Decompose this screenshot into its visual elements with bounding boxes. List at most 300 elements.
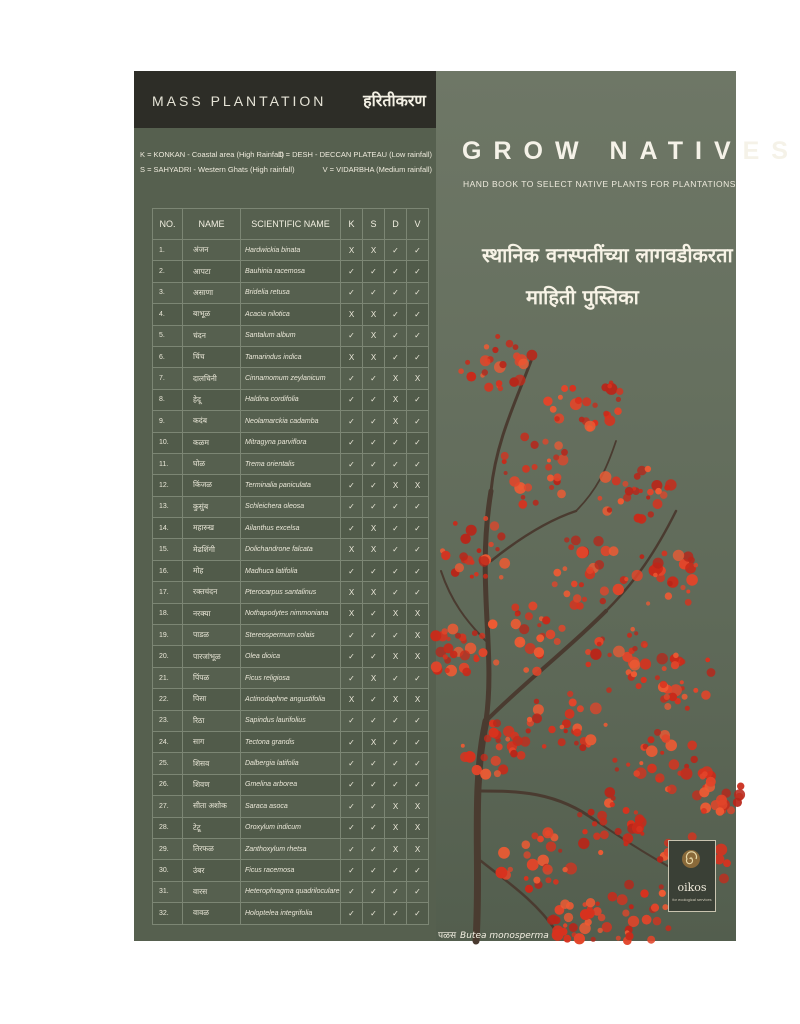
flower-blossom	[543, 397, 552, 406]
scientific-name: Acacia nilotica	[241, 304, 341, 325]
flower-blossom	[615, 828, 622, 835]
flower-blossom	[610, 802, 615, 807]
flower-blossom	[459, 552, 468, 561]
row-number: 4.	[153, 304, 183, 325]
scientific-name: Ailanthus excelsa	[241, 518, 341, 539]
flower-blossom	[499, 558, 510, 569]
flower-blossom	[683, 551, 693, 561]
flower-blossom	[488, 619, 498, 629]
flower-blossom	[701, 808, 707, 814]
region-v-mark: ✓	[407, 710, 429, 731]
flower-blossom	[659, 890, 666, 897]
region-d-mark: ✓	[385, 903, 407, 924]
scientific-name: Dalbergia latifolia	[241, 753, 341, 774]
flower-blossom	[665, 925, 671, 931]
flower-blossom	[592, 821, 597, 826]
flower-blossom	[573, 594, 581, 602]
table-row	[153, 282, 429, 303]
region-s-mark: ✓	[363, 368, 385, 389]
flower-blossom	[553, 454, 559, 460]
region-k-mark: X	[341, 539, 363, 560]
region-d-mark: ✓	[385, 774, 407, 795]
flower-blossom	[623, 807, 630, 814]
flower-blossom	[618, 498, 624, 504]
flower-blossom	[563, 923, 567, 927]
flower-blossom	[517, 751, 526, 760]
region-k-mark: ✓	[341, 518, 363, 539]
flower-blossom	[579, 417, 585, 423]
flower-blossom	[702, 771, 708, 777]
header-band	[134, 71, 436, 128]
scientific-name: Pterocarpus santalinus	[241, 582, 341, 603]
flower-blossom	[660, 751, 664, 755]
common-name: वारस	[183, 881, 241, 902]
scientific-name: Neolamarckia cadamba	[241, 411, 341, 432]
row-number: 26.	[153, 774, 183, 795]
common-name: पिंपळ	[183, 667, 241, 688]
flower-blossom	[664, 703, 671, 710]
flower-blossom	[474, 572, 479, 577]
region-k-mark: ✓	[341, 560, 363, 581]
table-row	[153, 582, 429, 603]
flower-blossom	[595, 902, 600, 907]
flower-blossom	[635, 814, 645, 824]
region-k-mark: ✓	[341, 646, 363, 667]
flower-blossom	[577, 705, 584, 712]
table-row	[153, 389, 429, 410]
table-body	[153, 240, 429, 925]
flower-blossom	[616, 936, 621, 941]
flower-blossom	[480, 769, 491, 780]
region-d-mark: X	[385, 646, 407, 667]
flower-blossom	[595, 560, 605, 570]
panel-title-marathi: हरितीकरण	[363, 91, 426, 110]
region-k-mark: ✓	[341, 453, 363, 474]
flower-blossom	[579, 582, 584, 587]
common-name: चंदन	[183, 325, 241, 346]
flower-blossom	[448, 624, 459, 635]
caption-marathi: पळस	[438, 931, 457, 941]
row-number: 8.	[153, 389, 183, 410]
row-number: 15.	[153, 539, 183, 560]
flower-blossom	[646, 495, 650, 499]
region-d-mark: ✓	[385, 625, 407, 646]
flower-blossom	[653, 573, 658, 578]
region-d-mark: ✓	[385, 240, 407, 261]
flower-blossom	[564, 537, 569, 542]
table-row	[153, 689, 429, 710]
flower-blossom	[549, 485, 554, 490]
flower-blossom	[466, 525, 477, 536]
region-v-mark: X	[407, 817, 429, 838]
flower-blossom	[430, 630, 441, 641]
region-s-mark: ✓	[363, 475, 385, 496]
flower-blossom	[585, 649, 591, 655]
flower-blossom	[640, 659, 651, 670]
flower-blossom	[483, 516, 488, 521]
region-k-mark: ✓	[341, 796, 363, 817]
flower-blossom	[624, 577, 628, 581]
flower-blossom	[552, 581, 558, 587]
flower-blossom	[509, 476, 520, 487]
region-d-mark: ✓	[385, 582, 407, 603]
table-row	[153, 325, 429, 346]
flower-blossom	[641, 677, 647, 683]
flower-blossom	[634, 810, 638, 814]
region-v-mark: X	[407, 838, 429, 859]
region-d-mark: ✓	[385, 753, 407, 774]
flower-blossom	[613, 584, 624, 595]
row-number: 1.	[153, 240, 183, 261]
flower-blossom	[636, 826, 642, 832]
flower-blossom	[528, 602, 537, 611]
plants-table	[152, 208, 429, 925]
flower-blossom	[576, 546, 588, 558]
scientific-name: Tamarindus indica	[241, 346, 341, 367]
region-s-mark: X	[363, 582, 385, 603]
flower-blossom	[524, 483, 532, 491]
flower-blossom	[590, 703, 602, 715]
region-d-mark: ✓	[385, 710, 407, 731]
flower-blossom	[531, 441, 539, 449]
region-d-mark: X	[385, 817, 407, 838]
flower-blossom	[563, 566, 568, 571]
region-v-mark: ✓	[407, 539, 429, 560]
flower-blossom	[472, 630, 478, 636]
caption-scientific-name: Butea monosperma	[460, 931, 549, 941]
region-d-mark: X	[385, 475, 407, 496]
panel-title: MASS PLANTATION	[152, 93, 327, 109]
flower-blossom	[527, 859, 539, 871]
table-row	[153, 368, 429, 389]
flower-blossom	[653, 558, 664, 569]
common-name: तिरफळ	[183, 838, 241, 859]
region-d-mark: ✓	[385, 304, 407, 325]
region-s-mark: X	[363, 346, 385, 367]
flower-blossom	[580, 909, 591, 920]
region-s-mark: ✓	[363, 496, 385, 517]
flower-blossom	[641, 641, 648, 648]
flower-blossom	[593, 536, 603, 546]
flower-blossom	[466, 372, 476, 382]
region-d-mark: X	[385, 689, 407, 710]
flower-blossom	[527, 350, 538, 361]
common-name: सीता अशोक	[183, 796, 241, 817]
flower-blossom	[545, 877, 551, 883]
flower-blossom	[431, 661, 442, 672]
region-v-mark: ✓	[407, 903, 429, 924]
table-row	[153, 240, 429, 261]
flower-blossom	[564, 729, 568, 733]
flower-blossom	[586, 567, 593, 574]
table-row	[153, 304, 429, 325]
flower-blossom	[524, 876, 529, 881]
flower-blossom	[470, 575, 474, 579]
flower-blossom	[654, 729, 661, 736]
region-d-mark: ✓	[385, 453, 407, 474]
flower-blossom	[574, 741, 579, 746]
flower-blossom	[682, 694, 688, 700]
flower-blossom	[546, 841, 556, 851]
common-name: रक्तचंदन	[183, 582, 241, 603]
flower-blossom	[662, 551, 668, 557]
flower-blossom	[636, 683, 642, 689]
flower-blossom	[629, 660, 640, 671]
flower-blossom	[510, 750, 518, 758]
flower-blossom	[533, 877, 540, 884]
region-v-mark: ✓	[407, 774, 429, 795]
flower-blossom	[615, 767, 619, 771]
common-name: हेदू	[183, 389, 241, 410]
flower-blossom	[655, 675, 660, 680]
flower-blossom	[455, 563, 464, 572]
flower-blossom	[607, 384, 612, 389]
table-header-row	[153, 209, 429, 240]
flower-blossom	[553, 879, 559, 885]
brochure-page	[134, 71, 800, 941]
legend-konkan: K = KONKAN - Coastal area (High Rainfall)	[140, 150, 285, 159]
flower-blossom	[532, 667, 541, 676]
flower-blossom	[706, 777, 716, 787]
region-v-mark: ✓	[407, 411, 429, 432]
flower-blossom	[647, 489, 654, 496]
table-row	[153, 667, 429, 688]
row-number: 11.	[153, 453, 183, 474]
flower-blossom	[673, 653, 679, 659]
flower-blossom	[716, 807, 725, 816]
scientific-name: Heterophragma quadriloculare	[241, 881, 341, 902]
row-number: 22.	[153, 689, 183, 710]
table-row	[153, 710, 429, 731]
flower-blossom	[497, 532, 505, 540]
photo-caption	[438, 928, 549, 941]
common-name: उंबर	[183, 860, 241, 881]
flower-blossom	[579, 744, 586, 751]
flower-blossom	[447, 637, 451, 641]
flower-blossom	[489, 728, 499, 738]
region-k-mark: ✓	[341, 774, 363, 795]
region-k-mark: ✓	[341, 731, 363, 752]
table-row	[153, 817, 429, 838]
region-d-mark: ✓	[385, 496, 407, 517]
flower-blossom	[598, 914, 606, 922]
flower-blossom	[582, 829, 587, 834]
flower-blossom	[509, 377, 519, 387]
flower-blossom	[498, 386, 503, 391]
row-number: 18.	[153, 603, 183, 624]
flower-blossom	[542, 616, 550, 624]
region-s-mark: X	[363, 240, 385, 261]
common-name: टेटू	[183, 817, 241, 838]
region-s-mark: ✓	[363, 453, 385, 474]
region-d-mark: X	[385, 411, 407, 432]
scientific-name: Terminalia paniculata	[241, 475, 341, 496]
table-row	[153, 453, 429, 474]
flower-blossom	[483, 574, 488, 579]
region-v-mark: ✓	[407, 881, 429, 902]
scientific-name: Haldina cordifolia	[241, 389, 341, 410]
flower-blossom	[600, 830, 609, 839]
region-d-mark: ✓	[385, 560, 407, 581]
region-s-mark: ✓	[363, 838, 385, 859]
flower-blossom	[640, 889, 648, 897]
flower-blossom	[664, 694, 670, 700]
flower-blossom	[532, 464, 538, 470]
flower-blossom	[537, 623, 541, 627]
flower-blossom	[604, 723, 608, 727]
flower-blossom	[519, 624, 529, 634]
flower-blossom	[647, 764, 657, 774]
row-number: 29.	[153, 838, 183, 859]
flower-blossom	[680, 659, 686, 665]
common-name: घोळ	[183, 453, 241, 474]
flower-blossom	[473, 656, 479, 662]
flower-blossom	[558, 625, 565, 632]
flower-blossom	[519, 639, 524, 644]
flower-blossom	[491, 756, 501, 766]
table-row	[153, 903, 429, 924]
flower-blossom	[569, 385, 576, 392]
flower-blossom	[484, 344, 489, 349]
flower-blossom	[612, 758, 617, 763]
table-row	[153, 646, 429, 667]
common-name: महारुख	[183, 518, 241, 539]
flower-blossom	[554, 441, 563, 450]
region-k-mark: ✓	[341, 903, 363, 924]
region-d-mark: ✓	[385, 881, 407, 902]
region-k-mark: X	[341, 582, 363, 603]
region-v-mark: ✓	[407, 496, 429, 517]
cover-marathi-line-1: स्थानिक वनस्पतींच्या लागवडीकरता	[482, 243, 733, 267]
flower-blossom	[525, 885, 533, 893]
logo-wordmark: oikos	[677, 881, 707, 894]
flower-blossom	[518, 359, 529, 370]
flower-blossom	[575, 397, 582, 404]
region-s-mark: ✓	[363, 603, 385, 624]
row-number: 9.	[153, 411, 183, 432]
region-k-mark: ✓	[341, 667, 363, 688]
flower-blossom	[495, 334, 500, 339]
flower-blossom	[648, 736, 655, 743]
flower-blossom	[547, 475, 554, 482]
region-v-mark: X	[407, 368, 429, 389]
flower-blossom	[582, 397, 591, 406]
region-s-mark: ✓	[363, 560, 385, 581]
region-s-mark: ✓	[363, 432, 385, 453]
region-s-mark: X	[363, 667, 385, 688]
region-s-mark: X	[363, 304, 385, 325]
flower-blossom	[628, 916, 639, 927]
region-d-mark: X	[385, 389, 407, 410]
scientific-name: Holoptelea integrifolia	[241, 903, 341, 924]
flower-blossom	[542, 864, 552, 874]
scientific-name: Ficus racemosa	[241, 860, 341, 881]
region-v-mark: ✓	[407, 261, 429, 282]
flower-blossom	[520, 433, 529, 442]
flower-blossom	[545, 464, 552, 471]
flower-blossom	[664, 485, 670, 491]
flower-blossom	[655, 773, 665, 783]
region-s-mark: X	[363, 731, 385, 752]
flower-blossom	[547, 459, 551, 463]
region-s-mark: ✓	[363, 261, 385, 282]
region-k-mark: ✓	[341, 625, 363, 646]
flower-blossom	[597, 642, 602, 647]
scientific-name: Olea dioica	[241, 646, 341, 667]
table-row	[153, 731, 429, 752]
region-k-mark: ✓	[341, 261, 363, 282]
col-header-d: D	[385, 209, 407, 240]
common-name: नरक्या	[183, 603, 241, 624]
region-s-mark: ✓	[363, 411, 385, 432]
flower-blossom	[558, 849, 562, 853]
flower-blossom	[479, 633, 485, 639]
region-v-mark: X	[407, 689, 429, 710]
flower-blossom	[673, 550, 684, 561]
region-k-mark: ✓	[341, 389, 363, 410]
flower-blossom	[564, 590, 571, 597]
region-s-mark: ✓	[363, 753, 385, 774]
common-name: रिठा	[183, 710, 241, 731]
flower-blossom	[525, 612, 533, 620]
flower-blossom	[521, 495, 526, 500]
flower-blossom	[600, 471, 612, 483]
region-k-mark: ✓	[341, 860, 363, 881]
region-d-mark: ✓	[385, 518, 407, 539]
flower-blossom	[567, 691, 573, 697]
region-d-mark: X	[385, 368, 407, 389]
region-k-mark: ✓	[341, 753, 363, 774]
flower-blossom	[634, 631, 638, 635]
flower-blossom	[737, 783, 744, 790]
flower-blossom	[600, 586, 609, 595]
flower-blossom	[523, 667, 529, 673]
flower-blossom	[630, 627, 635, 632]
flower-blossom	[495, 547, 499, 551]
flower-blossom	[608, 892, 618, 902]
table-row	[153, 838, 429, 859]
row-number: 32.	[153, 903, 183, 924]
scientific-name: Schleichera oleosa	[241, 496, 341, 517]
flower-blossom	[585, 734, 596, 745]
flower-blossom	[494, 770, 501, 777]
scientific-name: Dolichandrone falcata	[241, 539, 341, 560]
region-s-mark: ✓	[363, 881, 385, 902]
region-v-mark: ✓	[407, 389, 429, 410]
region-v-mark: ✓	[407, 453, 429, 474]
flower-blossom	[598, 928, 603, 933]
flower-blossom	[554, 638, 561, 645]
flower-blossom	[622, 481, 628, 487]
flower-blossom	[563, 935, 571, 943]
region-s-mark: ✓	[363, 860, 385, 881]
flower-blossom	[616, 388, 623, 395]
region-v-mark: ✓	[407, 731, 429, 752]
region-s-mark: ✓	[363, 774, 385, 795]
flower-blossom	[488, 542, 493, 547]
common-name: कदंब	[183, 411, 241, 432]
region-k-mark: X	[341, 346, 363, 367]
flower-blossom	[597, 811, 607, 821]
legend-vidarbha: V = VIDARBHA (Medium rainfall)	[322, 165, 432, 174]
flower-blossom	[681, 768, 693, 780]
flower-blossom	[571, 536, 581, 546]
common-name: शिसव	[183, 753, 241, 774]
region-d-mark: ✓	[385, 325, 407, 346]
common-name: कुसुंब	[183, 496, 241, 517]
flower-blossom	[553, 569, 561, 577]
region-v-mark: ✓	[407, 240, 429, 261]
